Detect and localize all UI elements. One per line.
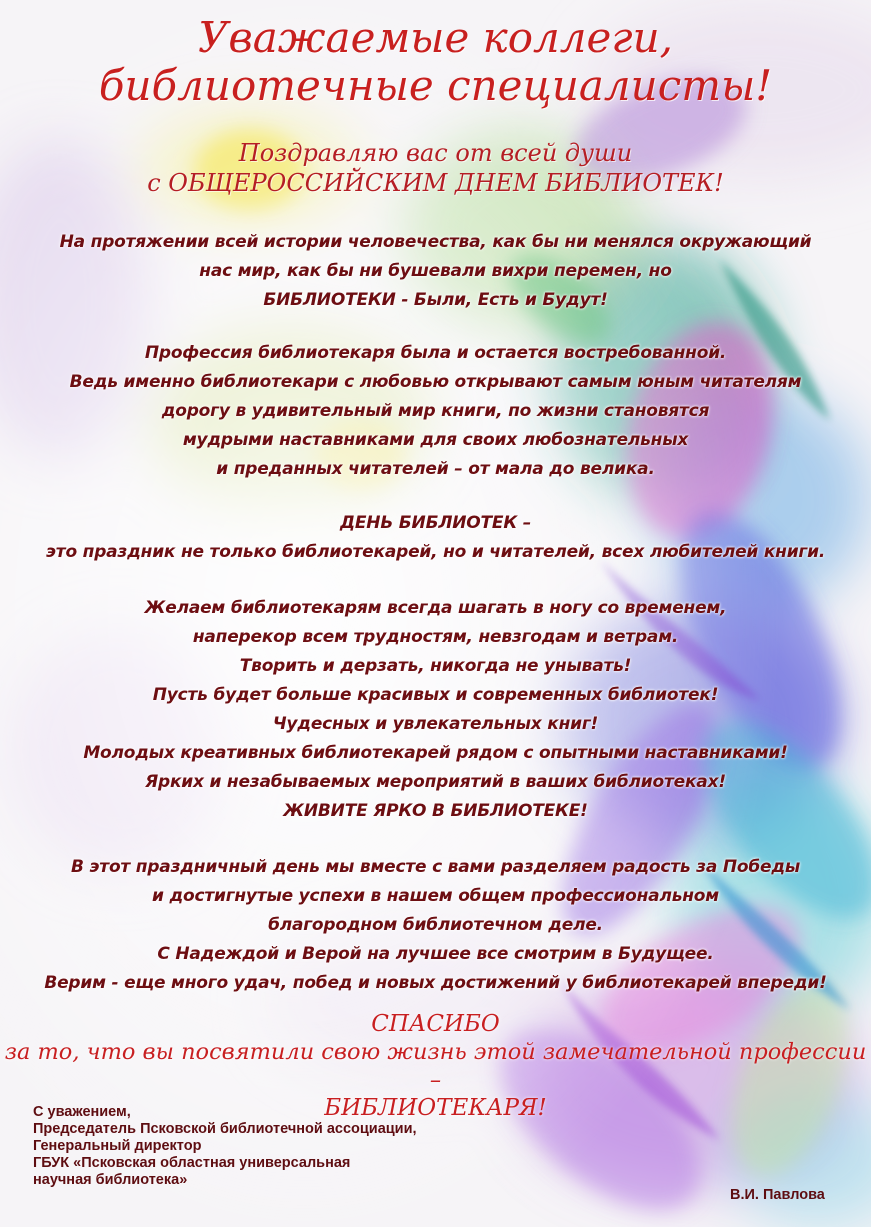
text-line: Творить и дерзать, никогда не унывать!	[239, 656, 632, 676]
greeting-title-line: библиотечные специалисты!	[98, 61, 773, 110]
signature-line: С уважением,	[33, 1104, 131, 1120]
text-line: Пусть будет больше красивых и современных библиотек!	[152, 685, 719, 705]
text-line: и преданных читателей – от мала до велика.	[216, 459, 655, 479]
text-line: и достигнутые успехи в нашем общем профессиональном	[152, 886, 719, 906]
text-line: ЖИВИТЕ ЯРКО В БИБЛИОТЕКЕ!	[283, 801, 588, 821]
text-line: Верим - еще много удач, побед и новых достижений у библиотекарей впереди!	[44, 973, 827, 993]
text-line: БИБЛИОТЕКИ - Были, Есть и Будут!	[263, 290, 608, 310]
paragraph-profession	[0, 339, 871, 484]
text-line: В этот праздничный день мы вместе с вами разделяем радость за Победы	[70, 857, 801, 877]
paragraph-library-day	[0, 509, 871, 567]
text-line: Профессия библиотекаря была и остается востребованной.	[144, 343, 727, 363]
thanks-line: СПАСИБО	[371, 1011, 500, 1037]
text-line: нас мир, как бы ни бушевали вихри перемен, но	[199, 261, 672, 281]
text-line: дорогу в удивительный мир книги, по жизни становятся	[161, 401, 710, 421]
greeting-subtitle	[0, 138, 871, 198]
subtitle-line: с ОБЩЕРОССИЙСКИМ ДНЕМ БИБЛИОТЕК!	[147, 169, 724, 197]
thanks-line: БИБЛИОТЕКАРЯ!	[324, 1095, 547, 1121]
signature-line: Генеральный директор	[33, 1138, 202, 1154]
text-line: Чудесных и увлекательных книг!	[272, 714, 599, 734]
text-line: На протяжении всей истории человечества, как бы ни менялся окружающий	[59, 232, 812, 252]
signature-block	[33, 1104, 417, 1189]
text-line: это праздник не только библиотекарей, но и читателей, всех любителей книги.	[45, 542, 826, 562]
signature-line: ГБУК «Псковская областная универсальная	[33, 1155, 351, 1171]
text-line: Молодых креативных библиотекарей рядом с опытными наставниками!	[83, 743, 788, 763]
greeting-title-line: Уважаемые коллеги,	[197, 13, 674, 62]
text-line: Желаем библиотекарям всегда шагать в ногу со временем,	[144, 598, 727, 618]
thanks-line: за то, что вы посвятили свою жизнь этой замечательной профессии –	[4, 1039, 867, 1093]
text-line: мудрыми наставниками для своих любознательных	[182, 430, 689, 450]
text-line: Ведь именно библиотекари с любовью открывают самым юным читателям	[69, 372, 802, 392]
paragraph-wishes	[0, 594, 871, 826]
paragraph-victories	[0, 853, 871, 998]
signature-line: Председатель Псковской библиотечной ассоциации,	[33, 1121, 417, 1137]
signature-line: научная библиотека»	[33, 1172, 188, 1188]
text-line: наперекор всем трудностям, невзгодам и ветрам.	[192, 627, 679, 647]
greeting-title	[0, 14, 871, 110]
text-line: ДЕНЬ БИБЛИОТЕК –	[339, 513, 532, 533]
subtitle-line: Поздравляю вас от всей души	[238, 139, 633, 167]
paragraph-history	[0, 228, 871, 315]
signer-name: В.И. Павлова	[730, 1187, 825, 1203]
text-line: Ярких и незабываемых мероприятий в ваших библиотеках!	[145, 772, 726, 792]
text-line: С Надеждой и Верой на лучшее все смотрим в Будущее.	[157, 944, 714, 964]
text-line: благородном библиотечном деле.	[268, 915, 603, 935]
